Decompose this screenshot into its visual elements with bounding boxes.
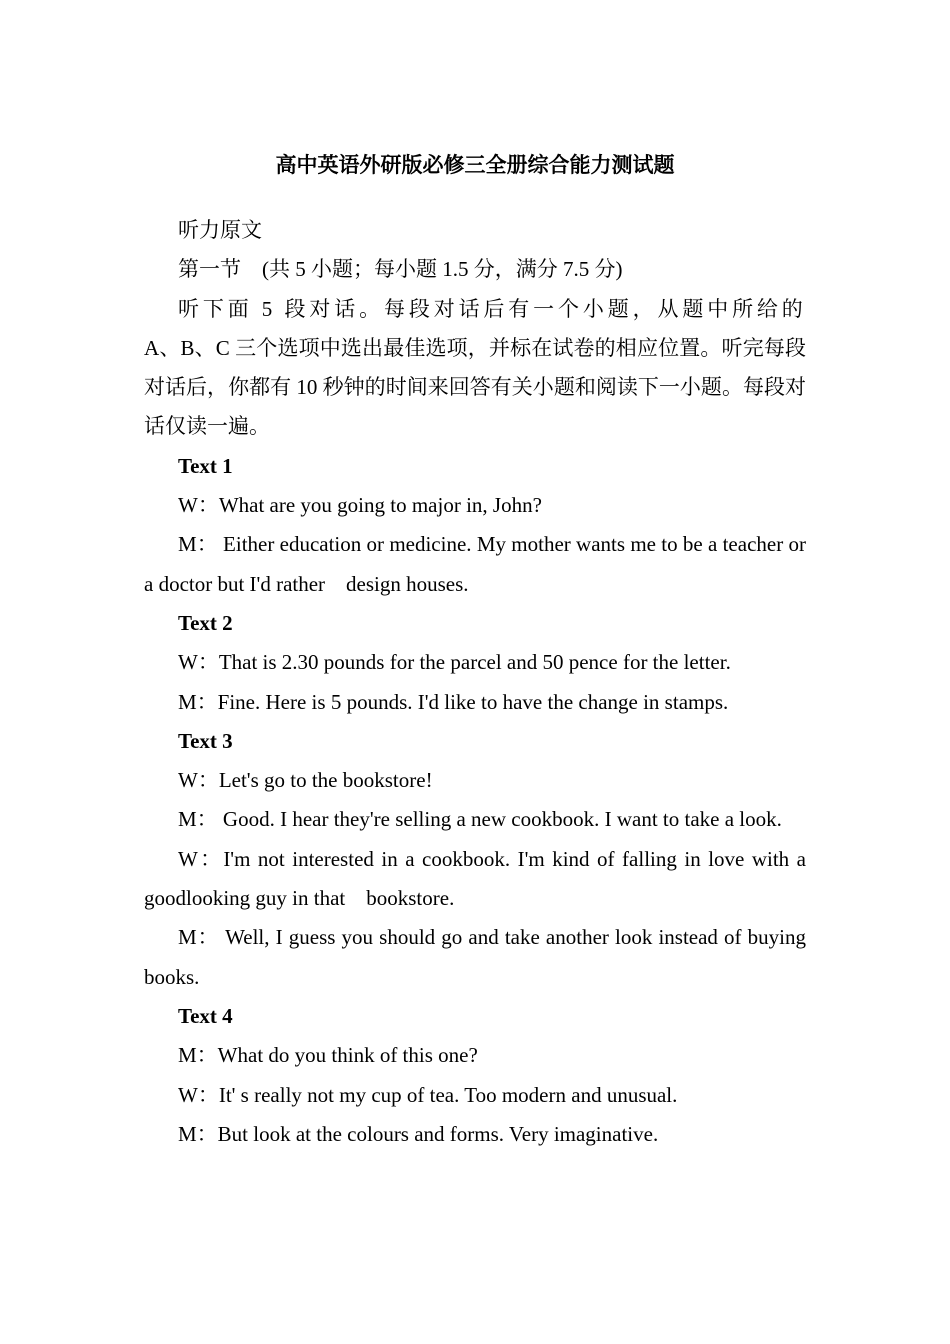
dialogue-line: M： Either education or medicine. My mother wants me to be a teacher or a doctor but I'd rather design houses. [144,532,806,596]
document-title: 高中英语外研版必修三全册综合能力测试题 [275,153,675,177]
instructions-paragraph: A、B、C 三个选项中选出最佳选项，并标在试卷的相应位置。听完每段对话后，你都有 10 秒钟的时间来回答有关小题和阅读下一小题。每段对话仅读一遍。 [144,335,806,439]
dialogue-line: W：Let's go to the bookstore! [178,768,433,793]
text2-heading: Text 2 [178,610,233,635]
document-body [144,211,806,1154]
instructions-line-1: 听下面 5 段对话。每段对话后有一个小题，从题中所给的 [178,296,806,321]
dialogue-line: W：I'm not interested in a cookbook. I'm kind of falling in love with a goodlooking guy in that bookstore. [144,846,806,911]
dialogue-line: W：What are you going to major in, John? [178,493,542,518]
dialogue-line: M：Fine. Here is 5 pounds. I'd like to have the change in stamps. [178,689,729,714]
dialogue-line: M： Good. I hear they're selling a new cookbook. I want to take a look. [178,807,782,832]
dialogue-line: W：It' s really not my cup of tea. Too modern and unusual. [178,1082,678,1107]
dialogue-line: W：That is 2.30 pounds for the parcel and 50 pence for the letter. [178,650,731,675]
text4-heading: Text 4 [178,1003,233,1028]
dialogue-line: M： Well, I guess you should go and take another look instead of buying books. [144,925,806,989]
dialogue-line: M：But look at the colours and forms. Very imaginative. [178,1121,659,1146]
text3-heading: Text 3 [178,728,233,753]
section-heading: 听力原文 [178,218,262,242]
part-one-line: 第一节 (共 5 小题；每小题 1.5 分，满分 7.5 分) [178,257,623,282]
dialogue-line: M：What do you think of this one? [178,1043,478,1068]
text1-heading: Text 1 [178,453,233,478]
